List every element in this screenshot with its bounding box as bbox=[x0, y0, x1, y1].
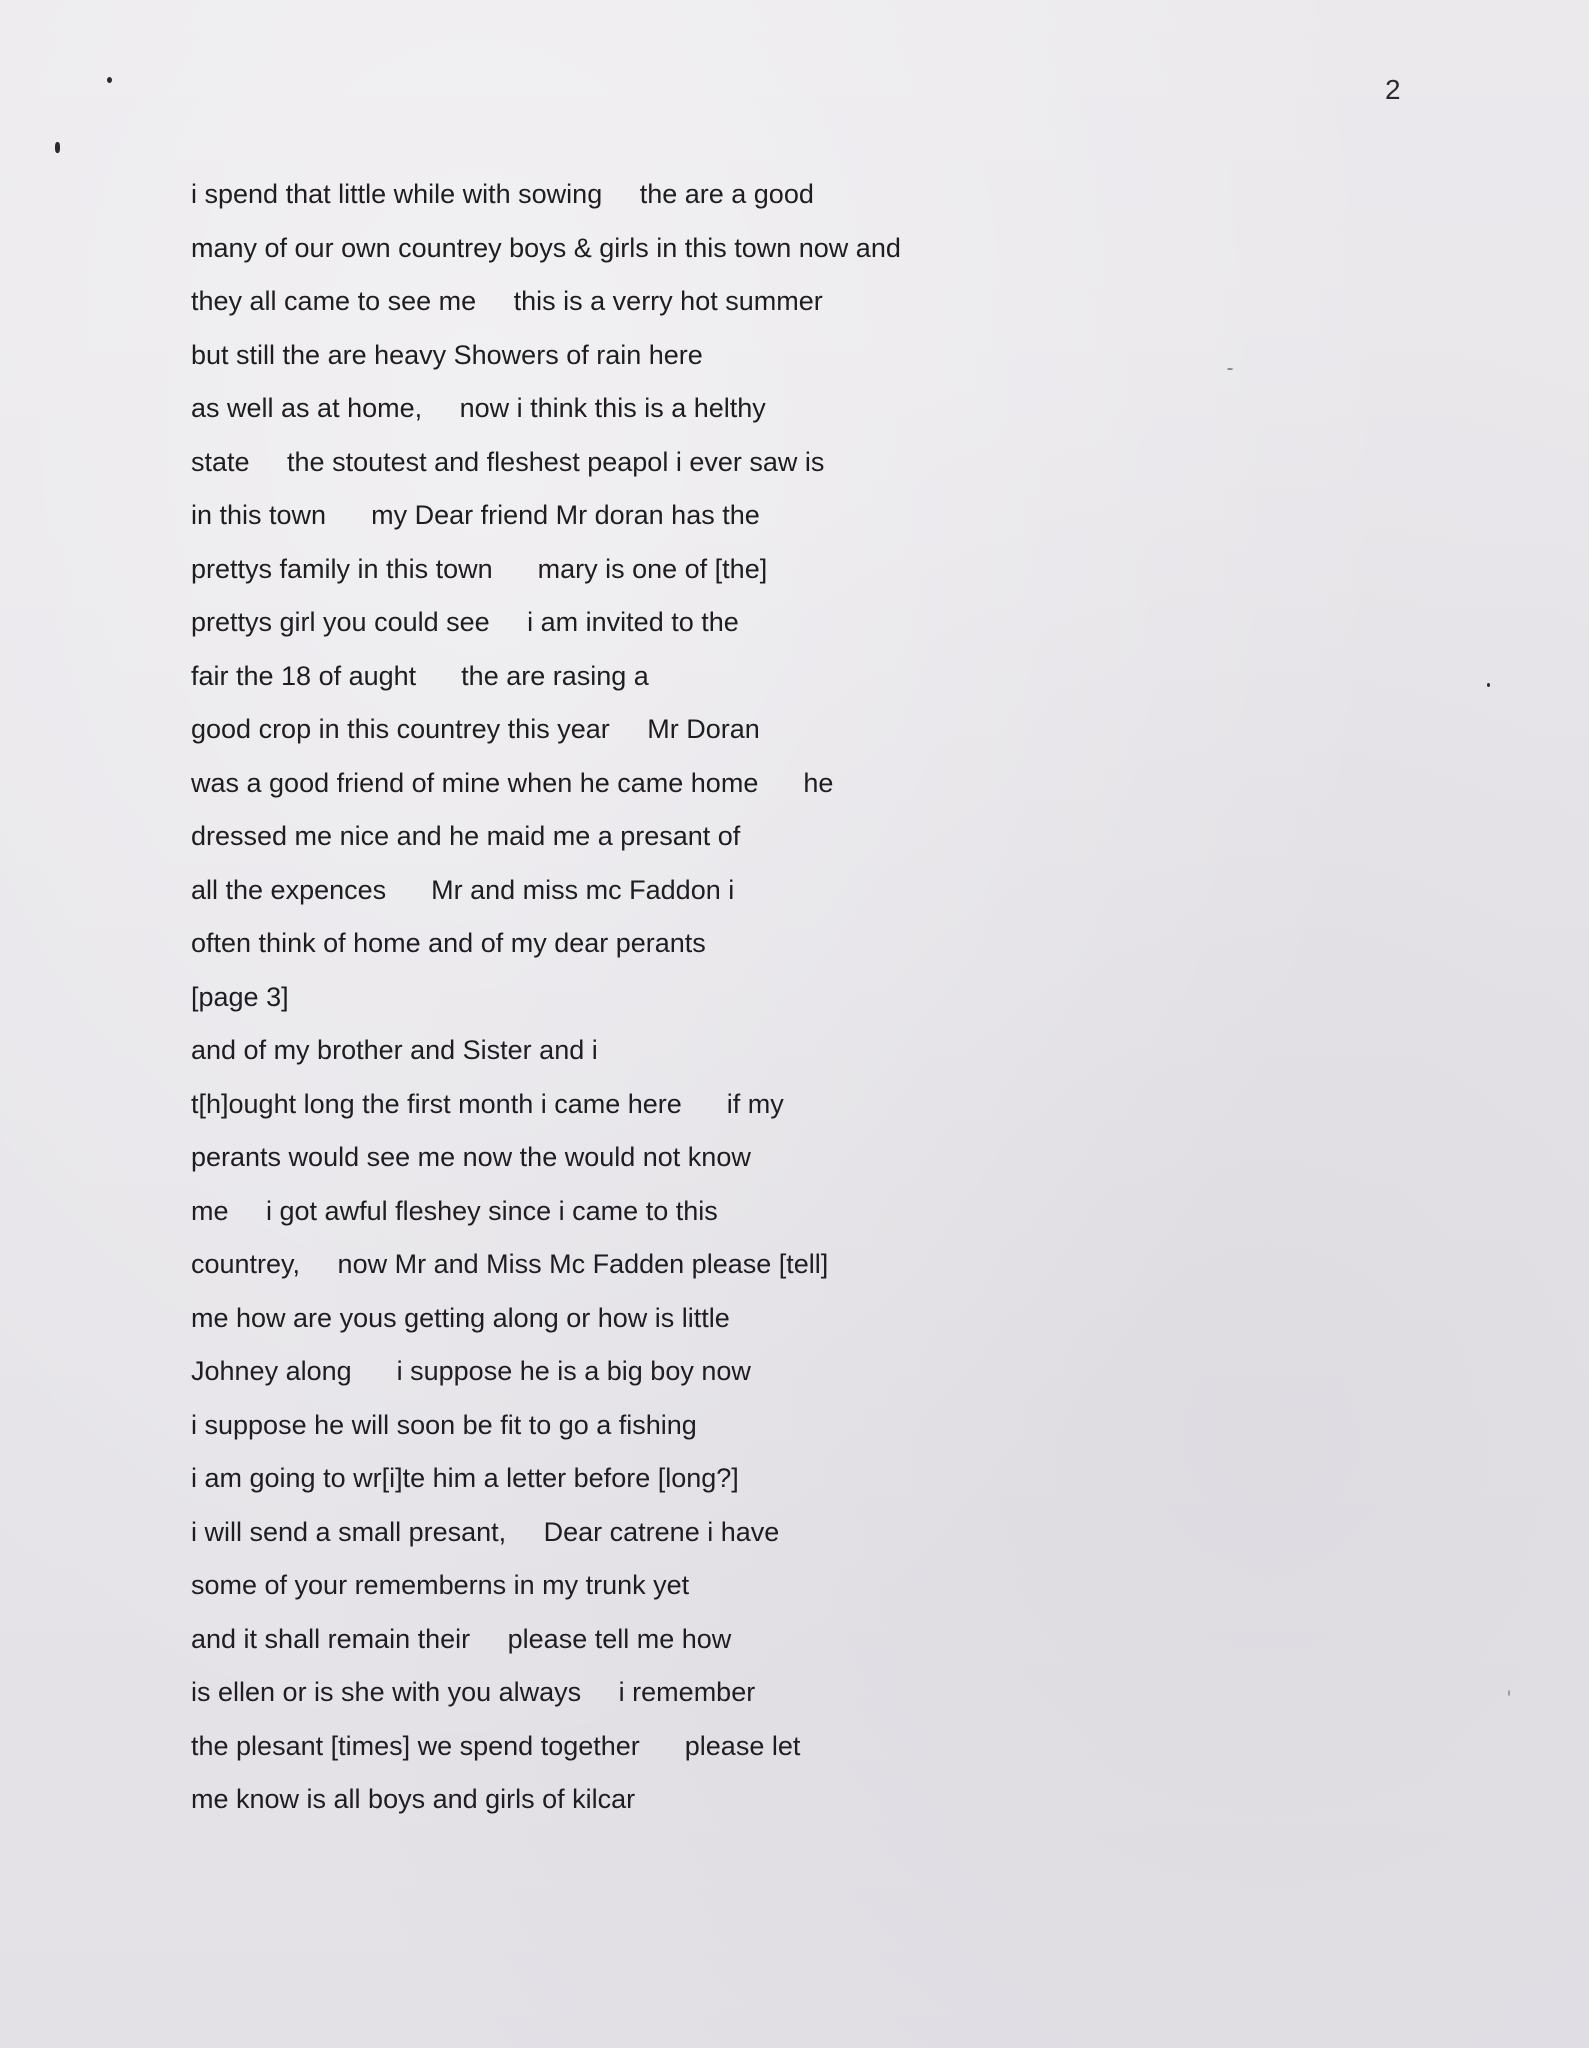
paper-speck bbox=[1487, 683, 1490, 687]
paper-speck bbox=[1508, 1690, 1510, 1696]
text-line: all the expences Mr and miss mc Faddon i bbox=[191, 874, 735, 905]
text-line: prettys girl you could see i am invited to the bbox=[191, 607, 739, 637]
text-line: and of my brother and Sister and i bbox=[191, 1035, 598, 1065]
text-line: i spend that little while with sowing the are a good bbox=[191, 179, 814, 209]
transcription-text bbox=[191, 168, 1291, 1827]
text-line: prettys family in this town mary is one of [the] bbox=[191, 553, 768, 584]
text-line: was a good friend of mine when he came home he bbox=[191, 767, 834, 798]
text-line: me how are yous getting along or how is little bbox=[191, 1302, 730, 1333]
text-line: i suppose he will soon be fit to go a fishing bbox=[191, 1409, 697, 1440]
paper-speck bbox=[55, 142, 60, 153]
text-line: as well as at home, now i think this is a helthy bbox=[191, 393, 766, 423]
text-line: good crop in this countrey this year Mr Doran bbox=[191, 714, 760, 744]
paper-speck bbox=[107, 77, 112, 83]
text-line: and it shall remain their please tell me how bbox=[191, 1623, 732, 1654]
page-marker: [page 3] bbox=[191, 981, 289, 1012]
text-line: is ellen or is she with you always i remember bbox=[191, 1677, 756, 1707]
text-line: countrey, now Mr and Miss Mc Fadden please [tell] bbox=[191, 1249, 829, 1279]
text-line: the plesant [times] we spend together please let bbox=[191, 1730, 801, 1761]
text-line: dressed me nice and he maid me a presant of bbox=[191, 821, 741, 851]
text-line: in this town my Dear friend Mr doran has the bbox=[191, 500, 760, 530]
text-line: but still the are heavy Showers of rain here bbox=[191, 339, 703, 370]
text-line: often think of home and of my dear perants bbox=[191, 928, 706, 958]
text-line: me i got awful fleshey since i came to this bbox=[191, 1195, 718, 1226]
text-line: fair the 18 of aught the are rasing a bbox=[191, 660, 649, 691]
text-line: Johney along i suppose he is a big boy now bbox=[191, 1356, 751, 1386]
text-line: perants would see me now the would not know bbox=[191, 1142, 751, 1172]
text-line: they all came to see me this is a verry hot summer bbox=[191, 286, 823, 316]
text-line: t[h]ought long the first month i came here if my bbox=[191, 1088, 784, 1119]
text-line: state the stoutest and fleshest peapol i ever saw is bbox=[191, 446, 825, 477]
text-line: i will send a small presant, Dear catrene i have bbox=[191, 1516, 780, 1547]
page-number: 2 bbox=[1385, 74, 1401, 105]
text-line: me know is all boys and girls of kilcar bbox=[191, 1784, 636, 1814]
text-line: i am going to wr[i]te him a letter before [long?] bbox=[191, 1463, 739, 1493]
text-line: some of your rememberns in my trunk yet bbox=[191, 1570, 690, 1600]
text-line: many of our own countrey boys & girls in this town now and bbox=[191, 232, 901, 263]
